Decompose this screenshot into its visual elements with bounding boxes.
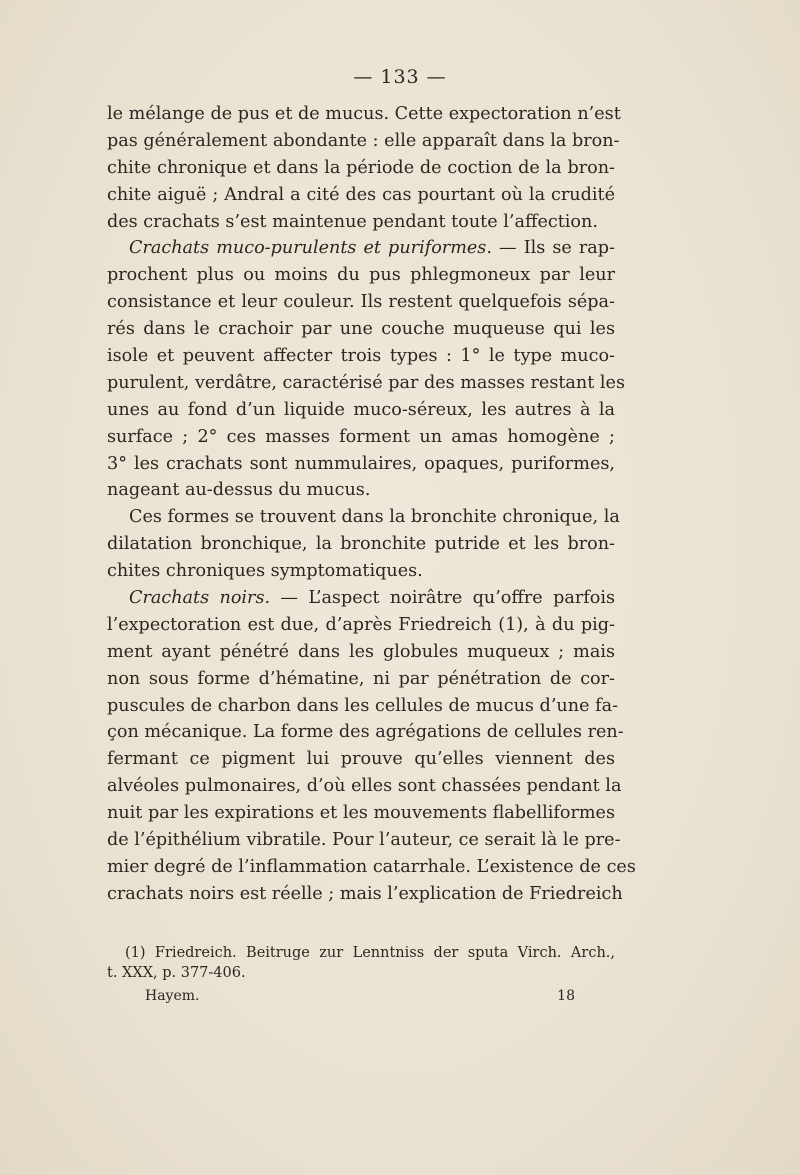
text-line: le mélange de pus et de mucus. Cette expectoration n’est <box>107 104 621 124</box>
text-line: puscules de charbon dans les cellules de mucus d’une fa- <box>107 695 619 716</box>
text-line: mier degré de l’inflammation catarrhale. L’existence de ces <box>107 856 636 877</box>
text-line: crachats noirs est réelle ; mais l’explication de Friedreich <box>107 883 623 904</box>
text-line: ment ayant pénétré dans les globules muqueux ; mais <box>107 641 615 662</box>
text-line <box>107 585 615 612</box>
text-line: l’expectoration est due, d’après Friedreich (1), à du pig- <box>107 614 615 635</box>
signature-line <box>145 988 575 1004</box>
text-fragment: — Ils se rap- <box>491 238 616 259</box>
signature-mark: 18 <box>557 988 575 1004</box>
text-line: 3° les crachats sont nummulaires, opaques, puriformes, <box>107 453 615 474</box>
text-line: nuit par les expirations et les mouvements flabelliformes <box>107 803 615 824</box>
text-line: çon mécanique. La forme des agrégations de cellules ren- <box>107 722 624 743</box>
footnote-line: t. XXX, p. 377-406. <box>107 965 246 981</box>
section-heading-italic: Crachats noirs. <box>129 588 271 609</box>
text-fragment: — L’aspect noirâtre qu’offre parfois <box>270 588 615 609</box>
text-line: des crachats s’est maintenue pendant toute l’affection. <box>107 211 598 232</box>
text-line: consistance et leur couleur. Ils restent quelquefois sépa- <box>107 292 615 313</box>
footnote-line: (1) Friedreich. Beitruge zur Lenntniss der sputa Virch. Arch., <box>125 945 615 961</box>
page-number-header: — 133 — <box>353 66 447 88</box>
text-line: alvéoles pulmonaires, d’où elles sont chassées pendant la <box>107 776 622 797</box>
text-line: fermant ce pigment lui prouve qu’elles viennent des <box>107 749 615 770</box>
section-heading-italic: Crachats muco-purulents et puriformes. <box>129 238 492 259</box>
text-line: de l’épithélium vibratile. Pour l’auteur, ce serait là le pre- <box>107 830 621 851</box>
text-line: surface ; 2° ces masses forment un amas homogène ; <box>107 426 615 447</box>
text-line: chites chroniques symptomatiques. <box>107 561 423 582</box>
text-line: purulent, verdâtre, caractérisé par des masses restant les <box>107 372 625 393</box>
text-line: nageant au-dessus du mucus. <box>107 480 371 501</box>
text-line: isole et peuvent affecter trois types : 1° le type muco- <box>107 346 615 367</box>
main-text <box>107 101 636 908</box>
text-line: prochent plus ou moins du pus phlegmoneux par leur <box>107 265 615 286</box>
footnote <box>107 943 615 983</box>
text-line: pas généralement abondante : elle apparaît dans la bron- <box>107 130 620 151</box>
text-line: chite aiguë ; Andral a cité des cas pourtant où la crudité <box>107 184 615 205</box>
text-line: Ces formes se trouvent dans la bronchite chronique, la <box>129 507 620 528</box>
text-line <box>107 235 615 262</box>
text-line: dilatation bronchique, la bronchite putride et les bron- <box>107 534 615 555</box>
text-line: unes au fond d’un liquide muco-séreux, les autres à la <box>107 399 615 420</box>
signature-author: Hayem. <box>145 988 200 1004</box>
text-line: non sous forme d’hématine, ni par pénétration de cor- <box>107 668 615 689</box>
text-line: chite chronique et dans la période de coction de la bron- <box>107 157 615 178</box>
text-line: rés dans le crachoir par une couche muqueuse qui les <box>107 319 615 340</box>
